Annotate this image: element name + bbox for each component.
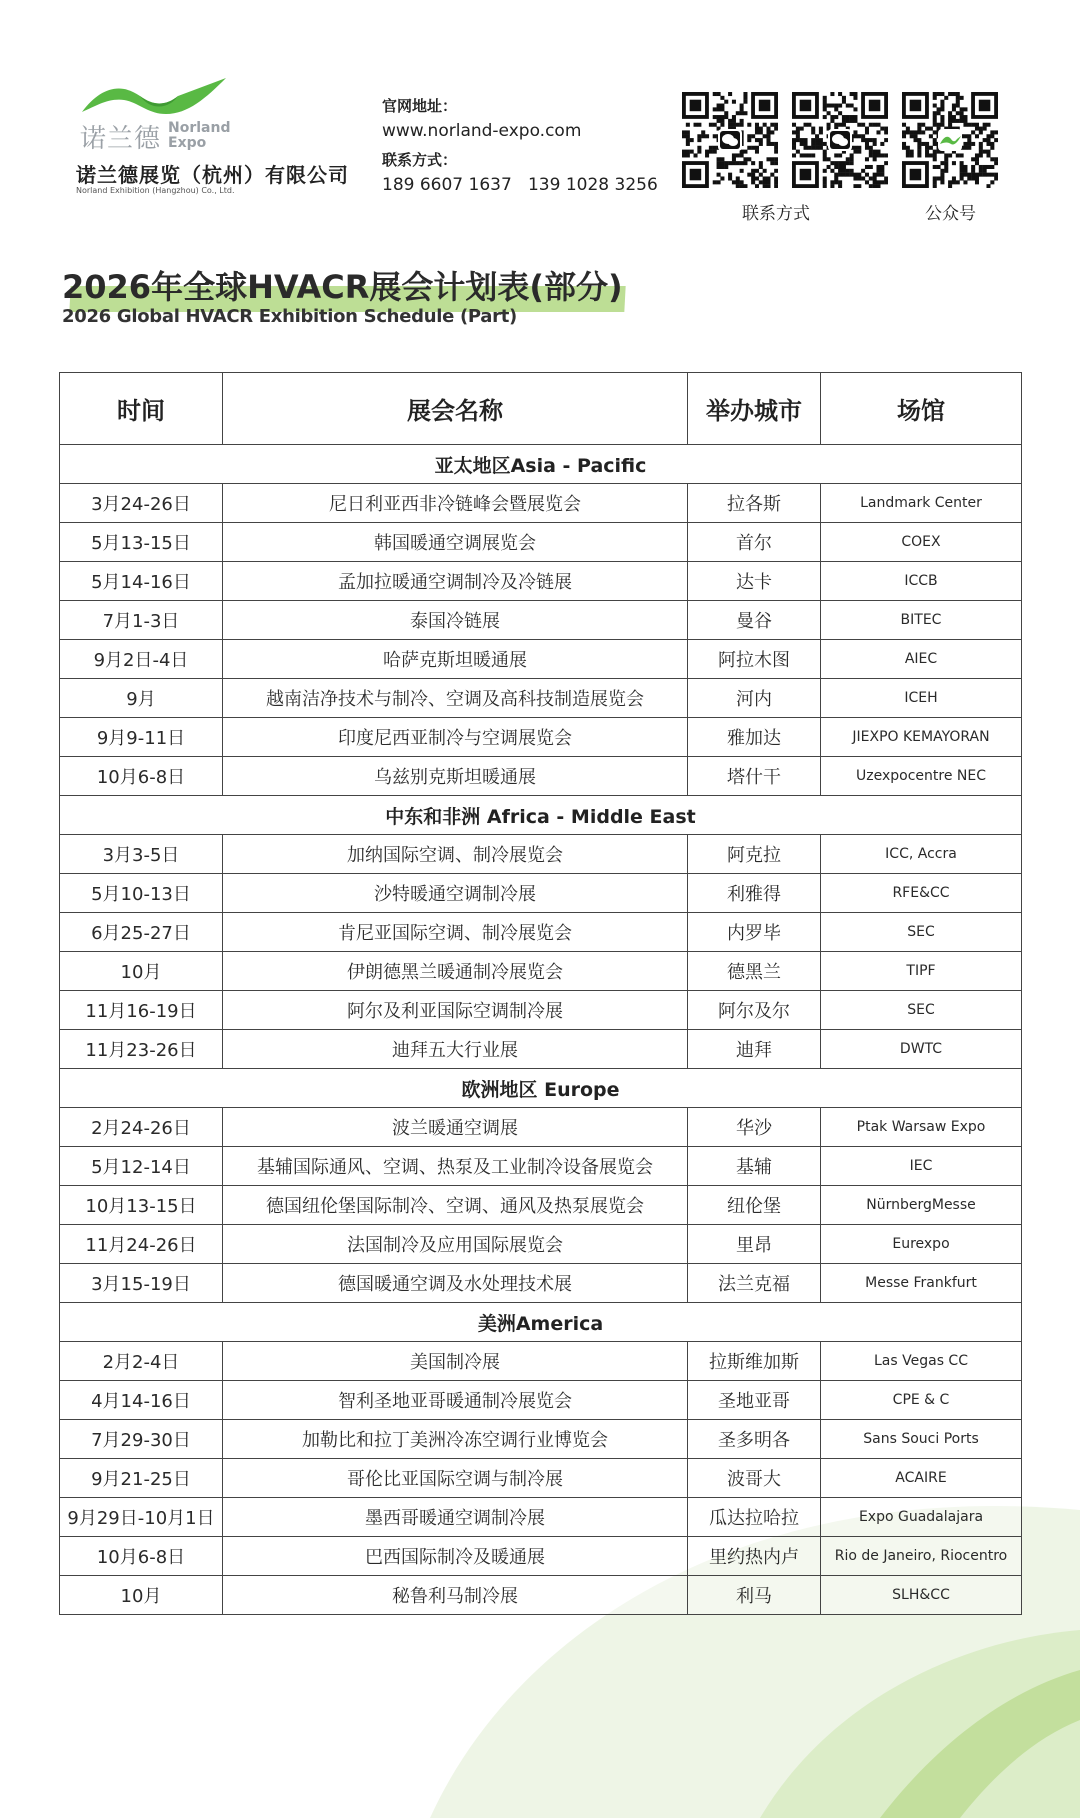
venue-cell: Ptak Warsaw Expo (821, 1108, 1022, 1147)
date-cell: 9月21-25日 (60, 1459, 223, 1498)
phone-label: 联系方式： (382, 151, 458, 169)
table-row (60, 523, 1022, 562)
city-cell: 波哥大 (688, 1459, 821, 1498)
table-row (60, 484, 1022, 523)
table-row (60, 1186, 1022, 1225)
region-row (60, 1069, 1022, 1108)
qr-code-contact-1[interactable] (682, 92, 778, 188)
exhibition-name-cell: 加勒比和拉丁美洲冷冻空调行业博览会 (223, 1420, 688, 1459)
date-cell: 10月 (60, 952, 223, 991)
venue-cell: SLH&CC (821, 1576, 1022, 1615)
date-cell: 4月14-16日 (60, 1381, 223, 1420)
header-exhibition-name: 展会名称 (223, 373, 688, 445)
venue-cell: NürnbergMesse (821, 1186, 1022, 1225)
city-cell: 利雅得 (688, 874, 821, 913)
wechat-icon (830, 131, 850, 149)
website-label: 官网地址： (382, 97, 458, 115)
date-cell: 10月6-8日 (60, 1537, 223, 1576)
city-cell: 迪拜 (688, 1030, 821, 1069)
table-row (60, 991, 1022, 1030)
city-cell: 利马 (688, 1576, 821, 1615)
table-row (60, 1498, 1022, 1537)
exhibition-name-cell: 德国暖通空调及水处理技术展 (223, 1264, 688, 1303)
exhibition-name-cell: 孟加拉暖通空调制冷及冷链展 (223, 562, 688, 601)
table-row (60, 1264, 1022, 1303)
table-body (60, 445, 1022, 1615)
exhibition-name-cell: 印度尼西亚制冷与空调展览会 (223, 718, 688, 757)
city-cell: 瓜达拉哈拉 (688, 1498, 821, 1537)
city-cell: 里约热内卢 (688, 1537, 821, 1576)
city-cell: 首尔 (688, 523, 821, 562)
city-cell: 塔什干 (688, 757, 821, 796)
exhibition-name-cell: 越南洁净技术与制冷、空调及高科技制造展览会 (223, 679, 688, 718)
table-row (60, 1576, 1022, 1615)
logo-chinese-text: 诺兰德 (80, 124, 162, 154)
wechat-icon (720, 131, 740, 149)
city-cell: 内罗毕 (688, 913, 821, 952)
qr-caption-contact: 联系方式 (742, 204, 810, 224)
city-cell: 德黑兰 (688, 952, 821, 991)
exhibition-name-cell: 巴西国际制冷及暖通展 (223, 1537, 688, 1576)
header-venue: 场馆 (821, 373, 1022, 445)
exhibition-name-cell: 韩国暖通空调展览会 (223, 523, 688, 562)
date-cell: 9月9-11日 (60, 718, 223, 757)
exhibition-name-cell: 迪拜五大行业展 (223, 1030, 688, 1069)
venue-cell: Rio de Janeiro, Riocentro (821, 1537, 1022, 1576)
date-cell: 2月2-4日 (60, 1342, 223, 1381)
venue-cell: ICEH (821, 679, 1022, 718)
exhibition-name-cell: 乌兹别克斯坦暖通展 (223, 757, 688, 796)
date-cell: 5月10-13日 (60, 874, 223, 913)
table-row (60, 562, 1022, 601)
venue-cell: ACAIRE (821, 1459, 1022, 1498)
date-cell: 9月29日-10月1日 (60, 1498, 223, 1537)
venue-cell: Messe Frankfurt (821, 1264, 1022, 1303)
logo-english-text (168, 121, 230, 151)
header-city: 举办城市 (688, 373, 821, 445)
date-cell: 9月 (60, 679, 223, 718)
table-row (60, 874, 1022, 913)
venue-cell: SEC (821, 913, 1022, 952)
logo-english-line1: Norland (168, 120, 231, 136)
date-cell: 5月12-14日 (60, 1147, 223, 1186)
company-name-en: Norland Exhibition (Hangzhou) Co., Ltd. (76, 186, 235, 195)
exhibition-name-cell: 智利圣地亚哥暖通制冷展览会 (223, 1381, 688, 1420)
table-row (60, 1030, 1022, 1069)
logo-english-line2: Expo (168, 135, 207, 151)
venue-cell: ICC, Accra (821, 835, 1022, 874)
date-cell: 2月24-26日 (60, 1108, 223, 1147)
header-date: 时间 (60, 373, 223, 445)
table-row (60, 913, 1022, 952)
venue-cell: Uzexpocentre NEC (821, 757, 1022, 796)
city-cell: 阿克拉 (688, 835, 821, 874)
city-cell: 纽伦堡 (688, 1186, 821, 1225)
region-heading: 亚太地区Asia - Pacific (60, 445, 1022, 484)
venue-cell: IEC (821, 1147, 1022, 1186)
table-row (60, 1459, 1022, 1498)
date-cell: 3月24-26日 (60, 484, 223, 523)
city-cell: 曼谷 (688, 601, 821, 640)
table-row (60, 1147, 1022, 1186)
exhibition-name-cell: 尼日利亚西非冷链峰会暨展览会 (223, 484, 688, 523)
title-chinese: 2026年全球HVACR展会计划表(部分) (62, 268, 623, 306)
region-row (60, 1303, 1022, 1342)
date-cell: 5月13-15日 (60, 523, 223, 562)
date-cell: 5月14-16日 (60, 562, 223, 601)
region-heading: 欧洲地区 Europe (60, 1069, 1022, 1108)
table-row (60, 757, 1022, 796)
date-cell: 10月13-15日 (60, 1186, 223, 1225)
exhibition-name-cell: 泰国冷链展 (223, 601, 688, 640)
contact-block (382, 94, 658, 198)
date-cell: 11月24-26日 (60, 1225, 223, 1264)
venue-cell: DWTC (821, 1030, 1022, 1069)
city-cell: 法兰克福 (688, 1264, 821, 1303)
table-row (60, 952, 1022, 991)
city-cell: 里昂 (688, 1225, 821, 1264)
venue-cell: JIEXPO KEMAYORAN (821, 718, 1022, 757)
exhibition-name-cell: 美国制冷展 (223, 1342, 688, 1381)
schedule-title (62, 262, 623, 327)
exhibition-name-cell: 德国纽伦堡国际制冷、空调、通风及热泵展览会 (223, 1186, 688, 1225)
exhibition-name-cell: 秘鲁利马制冷展 (223, 1576, 688, 1615)
exhibition-name-cell: 哈萨克斯坦暖通展 (223, 640, 688, 679)
table-row (60, 1381, 1022, 1420)
table-row (60, 601, 1022, 640)
exhibition-name-cell: 基辅国际通风、空调、热泵及工业制冷设备展览会 (223, 1147, 688, 1186)
phone-numbers: 189 6607 1637 139 1028 3256 (382, 175, 658, 195)
venue-cell: Expo Guadalajara (821, 1498, 1022, 1537)
date-cell: 7月29-30日 (60, 1420, 223, 1459)
table-row (60, 1225, 1022, 1264)
venue-cell: BITEC (821, 601, 1022, 640)
title-english: 2026 Global HVACR Exhibition Schedule (Part) (62, 306, 517, 327)
date-cell: 3月15-19日 (60, 1264, 223, 1303)
venue-cell: Las Vegas CC (821, 1342, 1022, 1381)
venue-cell: ICCB (821, 562, 1022, 601)
table-header-row (60, 373, 1022, 445)
exhibition-name-cell: 阿尔及利亚国际空调制冷展 (223, 991, 688, 1030)
table-row (60, 1537, 1022, 1576)
date-cell: 6月25-27日 (60, 913, 223, 952)
qr-code-contact-2[interactable] (792, 92, 888, 188)
city-cell: 圣多明各 (688, 1420, 821, 1459)
venue-cell: TIPF (821, 952, 1022, 991)
company-name-cn: 诺兰德展览（杭州）有限公司 (76, 163, 349, 187)
table-row (60, 679, 1022, 718)
city-cell: 雅加达 (688, 718, 821, 757)
exhibition-name-cell: 伊朗德黑兰暖通制冷展览会 (223, 952, 688, 991)
date-cell: 7月1-3日 (60, 601, 223, 640)
exhibition-name-cell: 肯尼亚国际空调、制冷展览会 (223, 913, 688, 952)
region-row (60, 445, 1022, 484)
header (0, 0, 1080, 240)
venue-cell: CPE & C (821, 1381, 1022, 1420)
table-row (60, 718, 1022, 757)
date-cell: 11月16-19日 (60, 991, 223, 1030)
region-heading: 美洲America (60, 1303, 1022, 1342)
venue-cell: AIEC (821, 640, 1022, 679)
date-cell: 11月23-26日 (60, 1030, 223, 1069)
exhibition-name-cell: 法国制冷及应用国际展览会 (223, 1225, 688, 1264)
qr-code-official-account[interactable] (902, 92, 998, 188)
date-cell: 10月 (60, 1576, 223, 1615)
date-cell: 10月6-8日 (60, 757, 223, 796)
website-url[interactable]: www.norland-expo.com (382, 121, 582, 141)
city-cell: 华沙 (688, 1108, 821, 1147)
city-cell: 圣地亚哥 (688, 1381, 821, 1420)
city-cell: 基辅 (688, 1147, 821, 1186)
exhibition-name-cell: 波兰暖通空调展 (223, 1108, 688, 1147)
region-heading: 中东和非洲 Africa - Middle East (60, 796, 1022, 835)
qr-caption-official: 公众号 (925, 204, 976, 224)
exhibition-name-cell: 哥伦比亚国际空调与制冷展 (223, 1459, 688, 1498)
venue-cell: Eurexpo (821, 1225, 1022, 1264)
city-cell: 达卡 (688, 562, 821, 601)
region-row (60, 796, 1022, 835)
city-cell: 拉各斯 (688, 484, 821, 523)
table-row (60, 1108, 1022, 1147)
date-cell: 3月3-5日 (60, 835, 223, 874)
table-row (60, 835, 1022, 874)
venue-cell: Landmark Center (821, 484, 1022, 523)
exhibition-name-cell: 沙特暖通空调制冷展 (223, 874, 688, 913)
exhibition-name-cell: 加纳国际空调、制冷展览会 (223, 835, 688, 874)
table-row (60, 1342, 1022, 1381)
date-cell: 9月2日-4日 (60, 640, 223, 679)
city-cell: 阿尔及尔 (688, 991, 821, 1030)
exhibition-name-cell: 墨西哥暖通空调制冷展 (223, 1498, 688, 1537)
city-cell: 河内 (688, 679, 821, 718)
table-row (60, 1420, 1022, 1459)
venue-cell: Sans Souci Ports (821, 1420, 1022, 1459)
venue-cell: SEC (821, 991, 1022, 1030)
table-row (60, 640, 1022, 679)
venue-cell: COEX (821, 523, 1022, 562)
exhibition-schedule-table (59, 372, 1022, 1615)
city-cell: 拉斯维加斯 (688, 1342, 821, 1381)
venue-cell: RFE&CC (821, 874, 1022, 913)
city-cell: 阿拉木图 (688, 640, 821, 679)
